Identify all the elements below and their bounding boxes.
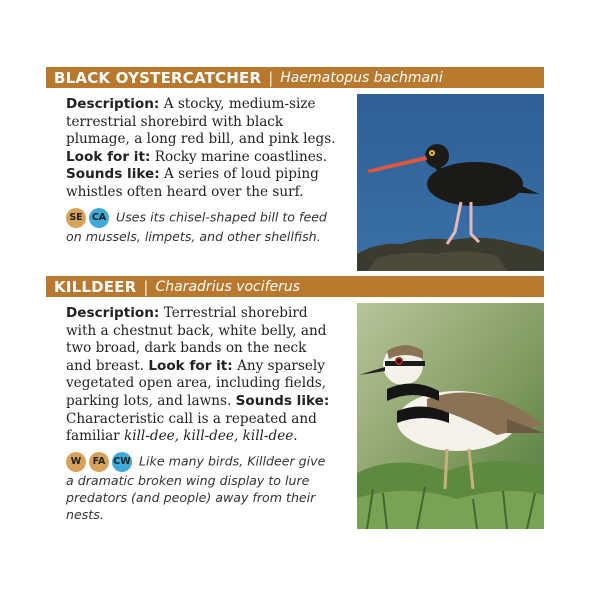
- name-separator: |: [268, 68, 274, 87]
- description-paragraph: [66, 96, 336, 202]
- region-badge: SE: [66, 208, 86, 228]
- look-for-it-label: Look for it:: [148, 357, 233, 374]
- description-paragraph: [66, 305, 336, 446]
- region-badge: W: [66, 452, 86, 472]
- region-badge: FA: [89, 452, 109, 472]
- sounds-like-end: .: [293, 428, 298, 445]
- common-name: BLACK OYSTERCATCHER: [54, 68, 262, 87]
- description-label: Description:: [66, 305, 160, 321]
- sounds-like-text: A series of loud piping whistles often heard over the surf.: [66, 166, 319, 200]
- species-note: [66, 208, 336, 245]
- species-text: [66, 305, 336, 523]
- note-text: Uses its chisel-shaped bill to feed on mussels, limpets, and other shellfish.: [66, 209, 327, 244]
- common-name: KILLDEER: [54, 277, 137, 296]
- killdeer-photo: [357, 303, 544, 529]
- description-text: Terrestrial shorebird with a chestnut back, white belly, and two broad, dark bands on the neck and breast.: [66, 305, 327, 374]
- description-label: Description:: [66, 96, 160, 112]
- look-for-it-text: Any sparsely vegetated open area, including fields, parking lots, and lawns.: [66, 357, 327, 409]
- region-badge: CA: [89, 208, 109, 228]
- scientific-name: Haematopus bachmani: [280, 69, 443, 86]
- species-entry-black-oystercatcher: [46, 67, 544, 244]
- bird-photo-icon: [357, 303, 544, 529]
- species-header: [46, 67, 544, 88]
- sounds-like-label: Sounds like:: [66, 166, 160, 183]
- species-note: [66, 452, 336, 523]
- black-oystercatcher-photo: [357, 94, 544, 271]
- sounds-like-call: kill-dee, kill-dee, kill-dee: [124, 428, 294, 445]
- sounds-like-text: Characteristic call is a repeated and familiar: [66, 410, 317, 445]
- bird-photo-icon: [357, 94, 544, 271]
- look-for-it-text: Rocky marine coastlines.: [154, 148, 328, 165]
- scientific-name: Charadrius vociferus: [155, 278, 301, 295]
- species-header: [46, 276, 544, 297]
- look-for-it-label: Look for it:: [66, 148, 151, 165]
- name-separator: |: [143, 277, 149, 296]
- region-badge: CW: [112, 452, 132, 472]
- note-text: Like many birds, Killdeer give a dramatic broken wing display to lure predators (and people) away from their nests.: [66, 453, 326, 522]
- species-text: [66, 96, 336, 245]
- species-entry-killdeer: [46, 276, 544, 522]
- sounds-like-label: Sounds like:: [235, 392, 330, 409]
- description-text: A stocky, medium-size terrestrial shorebird with black plumage, a long red bill, and pink legs.: [66, 96, 336, 148]
